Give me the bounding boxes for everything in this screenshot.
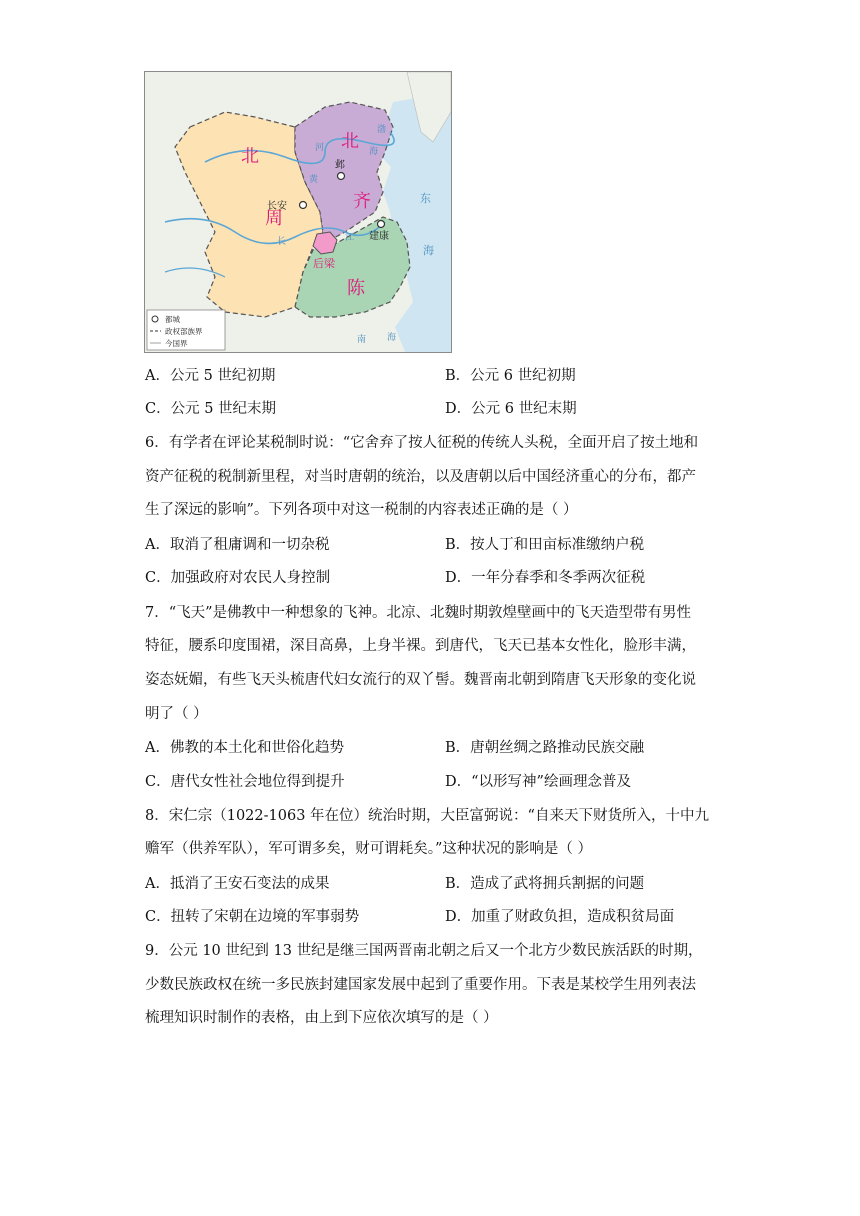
q9-stem-line-3: 梳理知识时制作的表格，由上到下应依次填写的是（ ）	[145, 1010, 498, 1026]
q7-stem-line-2: 特征，腰系印度围裙，深目高鼻，上身半裸。到唐代，飞天已基本女性化，脸形丰满，	[145, 638, 696, 654]
label-hai: 海	[369, 147, 379, 157]
label-dong: 东	[420, 192, 431, 205]
label-changan: 长安	[267, 201, 287, 212]
q6-option-a: A．取消了租庸调和一切杂税	[145, 537, 330, 553]
label-chang: 长	[277, 237, 287, 247]
q8-option-a: A．抵消了王安石变法的成果	[145, 876, 330, 892]
changan-marker	[300, 202, 307, 209]
q9-stem-line-1: 9．公元 10 世纪到 13 世纪是继三国两晋南北朝之后又一个北方少数民族活跃的时期，	[145, 943, 703, 959]
label-hou-liang: 后梁	[313, 257, 335, 270]
q8-option-d: D．加重了财政负担，造成积贫局面	[445, 909, 675, 925]
q6-option-b: B．按人丁和田亩标准缴纳户税	[445, 537, 645, 553]
q6-option-d: D．一年分春季和冬季两次征税	[445, 570, 646, 586]
q9-stem-line-2: 少数民族政权在统一多民族封建国家发展中起到了重要作用。下表是某校学生用列表法	[145, 977, 696, 993]
q6-option-c: C．加强政府对农民人身控制	[145, 570, 331, 586]
q7-stem-line-4: 明了（ ）	[145, 706, 208, 722]
jiankang-marker	[378, 221, 385, 228]
label-jiang: 江	[345, 233, 355, 243]
label-he: 河	[315, 143, 325, 153]
label-bei-zhou-2: 周	[265, 208, 283, 229]
label-nan: 南	[357, 335, 367, 345]
historical-map	[144, 71, 452, 353]
q6-stem-line-1: 6．有学者在评论某税制时说：“它舍弃了按人征税的传统人头税，全面开启了按土地和	[145, 435, 699, 451]
label-jiankang: 建康	[369, 231, 389, 242]
label-bohai: 渤	[377, 125, 387, 135]
q5-option-d: D．公元 6 世纪末期	[445, 401, 577, 417]
q7-option-c: C．唐代女性社会地位得到提升	[145, 774, 345, 790]
legend-modern: 今国界	[165, 339, 188, 348]
ye-marker	[338, 173, 345, 180]
q7-option-d: D．“以形写神”绘画理念普及	[445, 774, 631, 790]
q8-stem-line-1: 8．宋仁宗（1022-1063 年在位）统治时期，大臣富弼说：“自来天下财货所入，十中九	[145, 808, 709, 824]
q7-option-a: A．佛教的本土化和世俗化趋势	[145, 740, 344, 756]
q8-option-b: B．造成了武将拥兵割据的问题	[445, 876, 645, 892]
legend-capital: 都城	[165, 315, 180, 324]
label-hai3: 海	[387, 333, 397, 343]
q5-option-a: A．公元 5 世纪初期	[145, 368, 276, 384]
label-bei-qi-1: 北	[341, 131, 359, 152]
label-chen: 陈	[347, 278, 365, 299]
q5-option-c: C．公元 5 世纪末期	[145, 401, 277, 417]
q8-stem-line-2: 赡军（供养军队），军可谓多矣，财可谓耗矣。”这种状况的影响是（ ）	[145, 841, 593, 857]
q6-stem-line-2: 资产征税的税制新里程，对当时唐朝的统治，以及唐朝以后中国经济重心的分布，都产	[145, 469, 696, 485]
q7-option-b: B．唐朝丝绸之路推动民族交融	[445, 740, 645, 756]
label-ye: 邺	[335, 160, 345, 171]
map-svg	[145, 72, 451, 352]
q5-option-b: B．公元 6 世纪初期	[445, 368, 576, 384]
legend-boundary: 政权部族界	[165, 327, 203, 336]
q7-stem-line-1: 7．“飞天”是佛教中一种想象的飞神。北凉、北魏时期敦煌壁画中的飞天造型带有男性	[145, 605, 692, 621]
label-hai2: 海	[423, 244, 434, 257]
label-bei-qi-2: 齐	[353, 191, 371, 212]
label-bei-zhou-1: 北	[241, 146, 259, 167]
legend-capital-icon	[152, 316, 158, 322]
q7-stem-line-3: 姿态妩媚，有些飞天头梳唐代妇女流行的双丫髻。魏晋南北朝到隋唐飞天形象的变化说	[145, 672, 696, 688]
q8-option-c: C．扭转了宋朝在边境的军事弱势	[145, 909, 360, 925]
label-huang: 黄	[309, 175, 319, 185]
q6-stem-line-3: 生了深远的影响”。下列各项中对这一税制的内容表述正确的是（ ）	[145, 502, 578, 518]
